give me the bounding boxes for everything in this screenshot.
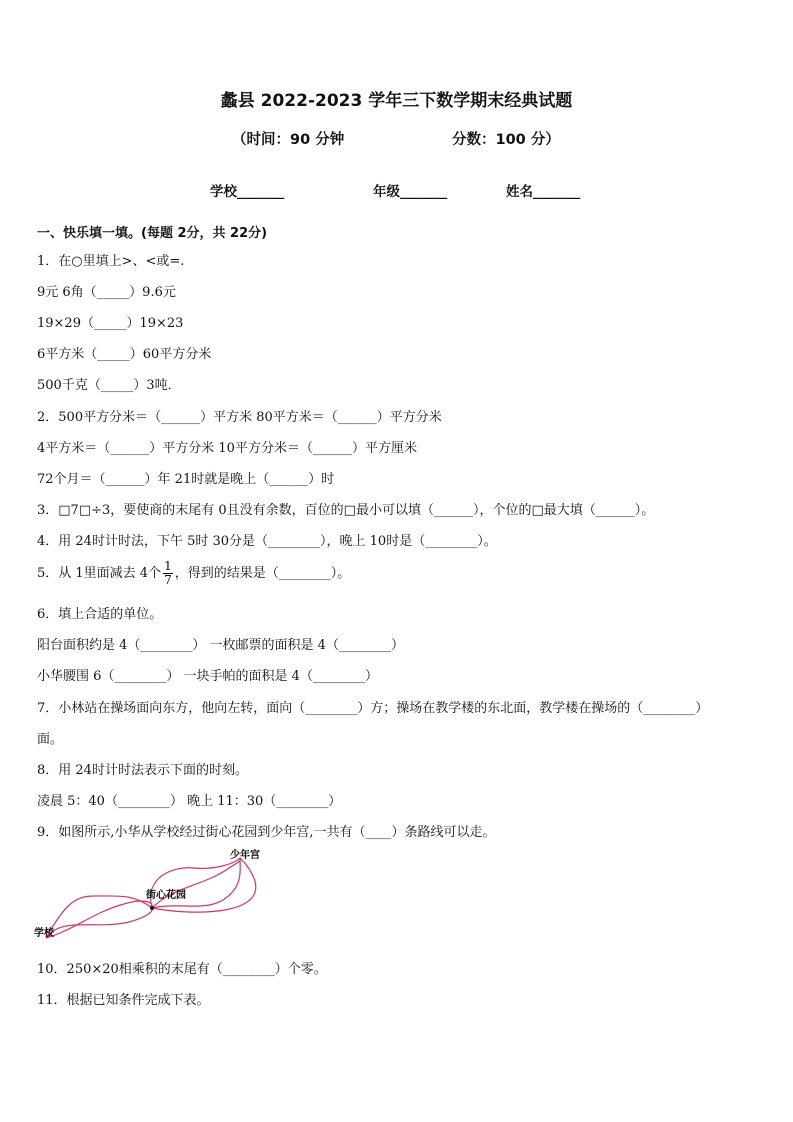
- school-label: 学校: [34, 928, 54, 939]
- q8-line1: 凌晨 5：40（________） 晚上 11：30（________）: [37, 794, 342, 809]
- q7-line2: 面。: [37, 732, 64, 747]
- school-field: 学校_______: [210, 184, 285, 200]
- exam-score: 分数：100 分）: [452, 132, 560, 148]
- garden-point: [150, 906, 154, 910]
- q10: 10．250×20相乘积的末尾有（________）个零。: [37, 962, 327, 977]
- q5-before: 5．从 1里面减去 4个: [37, 566, 162, 581]
- exam-title: 蠡县 2022-2023 学年三下数学期末经典试题: [220, 91, 573, 111]
- q6-line1: 阳台面积约是 4（________） 一枚邮票的面积是 4（________）: [37, 638, 404, 653]
- q2-line3: 72个月＝（______）年 21时就是晚上（______）时: [37, 472, 335, 487]
- route-diagram: [34, 846, 274, 946]
- q7-line1: 7．小林站在操场面向东方，他向左转，面向（________）方；操场在教学楼的东北面，教学楼在操场的（________）: [37, 701, 709, 716]
- q2-line2: 4平方米＝（______）平方分米 10平方分米＝（______）平方厘米: [37, 441, 417, 456]
- q1-a: 9元 6角（_____）9.6元: [37, 285, 176, 300]
- exam-time: （时间：90 分钟: [232, 132, 345, 148]
- q3: 3．□7□÷3，要使商的末尾有 0且没有余数，百位的□最小可以填（______），个位的□最大填（______）。: [37, 503, 655, 518]
- q2-line1: 2．500平方分米＝（______）平方米 80平方米＝（______）平方分米: [37, 410, 442, 425]
- palace-label: 少年宫: [230, 850, 260, 861]
- fraction: [163, 560, 173, 587]
- garden-label: 街心花园: [146, 890, 186, 901]
- grade-field: 年级_______: [373, 184, 448, 200]
- q6-stem: 6．填上合适的单位。: [37, 607, 163, 622]
- q8-stem: 8．用 24时计时法表示下面的时刻。: [37, 763, 248, 778]
- name-field: 姓名_______: [506, 184, 581, 200]
- q4: 4．用 24时计时法，下午 5时 30分是（________），晚上 10时是（________）。: [37, 534, 497, 549]
- q9-stem: 9．如图所示,小华从学校经过街心花园到少年宫,一共有（____）条路线可以走。: [37, 825, 496, 840]
- q1-c: 6平方米（_____）60平方分米: [37, 347, 212, 362]
- fraction-numerator: 1: [164, 559, 172, 573]
- q5: [37, 560, 350, 587]
- section-heading: 一、快乐填一填。(每题 2分，共 22分): [37, 226, 268, 241]
- fraction-denominator: 7: [164, 573, 172, 587]
- q11: 11．根据已知条件完成下表。: [37, 993, 210, 1008]
- q1-b: 19×29（_____）19×23: [37, 316, 184, 331]
- q6-line2: 小华腰围 6（________） 一块手帕的面积是 4（________）: [37, 669, 378, 684]
- q5-after: ，得到的结果是（________）。: [174, 566, 351, 581]
- q1-stem: 1．在○里填上>、<或=.: [37, 254, 185, 269]
- q1-d: 500千克（_____）3吨．: [37, 378, 181, 393]
